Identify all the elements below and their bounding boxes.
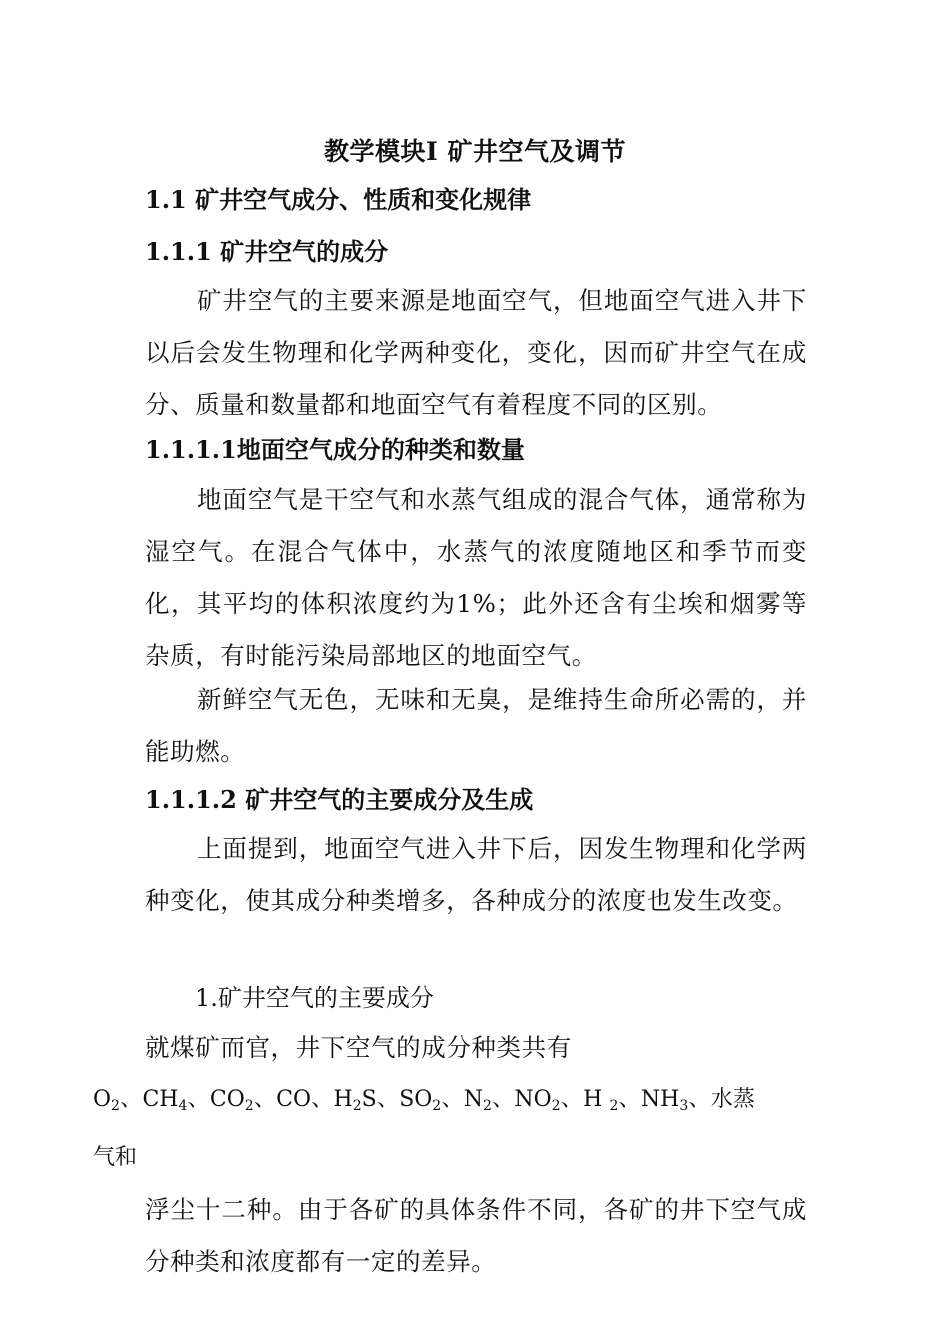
formula-base: NO — [514, 1087, 552, 1112]
formula-subscript: 2 — [609, 1098, 619, 1114]
formula-subscript: 2 — [352, 1098, 362, 1114]
formula-base: SO — [399, 1087, 433, 1112]
spread-char: 就 — [145, 1033, 171, 1062]
spread-char: 有 — [546, 1033, 572, 1062]
spread-char: 的 — [396, 1033, 422, 1062]
spread-char: 矿 — [195, 1033, 221, 1062]
formula-separator: S、 — [361, 1087, 400, 1112]
spread-char: 气 — [370, 1033, 397, 1062]
spread-char: 类 — [496, 1033, 522, 1062]
formula-separator: 、 — [311, 1087, 334, 1112]
formula-separator: 、水蒸气和 — [93, 1087, 755, 1170]
spread-char: 而 — [220, 1033, 246, 1062]
spread-char: 空 — [345, 1033, 371, 1062]
paragraph-mine-air-source: 矿井空气的主要来源是地面空气，但地面空气进入井下以后会发生物理和化学两种变化，变化，因而矿井空气在成分、质量和数量都和地面空气有着程度不同的区别。 — [145, 286, 807, 419]
list-item-main-components: 1.矿井空气的主要成分 — [195, 984, 434, 1012]
paragraph-remainder: 浮尘十二种。由于各矿的具体条件不同，各矿的井下空气成分种类和浓度都有一定的差异。 — [145, 1195, 807, 1276]
spread-char: 下 — [320, 1033, 346, 1062]
chemical-formula — [464, 1087, 515, 1112]
section-heading-1-1-1-2: 1.1.1.2 矿井空气的主要成分及生成 — [145, 785, 534, 814]
paragraph-surface-air: 地面空气是干空气和水蒸气组成的混合气体，通常称为湿空气。在混合气体中，水蒸气的浓度随地区和季节而变化，其平均的体积浓度约为1%；此外还含有尘埃和烟雾等杂质，有时能污染局部地区的地面空气。 — [145, 485, 807, 670]
formula-base: N — [463, 1087, 483, 1112]
formula-base: CH — [142, 1087, 179, 1112]
section-heading-1-1: 1.1 矿井空气成分、性质和变化规律 — [145, 185, 532, 214]
chemical-formula — [210, 1087, 276, 1112]
paragraph-fresh-air: 新鲜空气无色，无味和无臭，是维持生命所必需的，并能助燃。 — [145, 685, 807, 766]
spread-char: 共 — [521, 1033, 547, 1062]
spread-char: 井 — [295, 1033, 321, 1062]
formula-separator: 、 — [187, 1087, 210, 1112]
formula-base: CO — [209, 1087, 245, 1112]
chemical-formula — [93, 1087, 142, 1112]
formula-subscript: 2 — [551, 1098, 561, 1114]
spread-char: 分 — [446, 1033, 472, 1062]
section-heading-1-1-1: 1.1.1 矿井空气的成分 — [145, 237, 389, 266]
formula-base: H — [333, 1087, 353, 1112]
formula-subscript: 2 — [244, 1098, 254, 1114]
formula-separator: 、 — [441, 1087, 464, 1112]
module-title: 教学模块Ⅰ 矿井空气及调节 — [324, 137, 626, 166]
formula-subscript: 2 — [432, 1098, 442, 1114]
spread-text-line — [93, 1022, 755, 1074]
formula-base: H — [583, 1087, 610, 1112]
paragraph-coal-mine-components — [93, 1022, 807, 1288]
spread-char: 成 — [421, 1033, 447, 1062]
chemical-formula — [399, 1087, 464, 1112]
chemical-formula — [583, 1087, 641, 1112]
formula-separator: 、 — [253, 1087, 277, 1112]
formula-subscript: 4 — [178, 1098, 188, 1114]
formula-base: NH — [640, 1087, 680, 1112]
formula-subscript: 3 — [679, 1098, 689, 1114]
formula-separator: 、 — [618, 1087, 641, 1112]
spread-char: 种 — [471, 1033, 497, 1062]
chemical-formula-line — [93, 1074, 755, 1184]
spread-char: ， — [270, 1033, 296, 1062]
chemical-formula — [276, 1087, 333, 1112]
spread-char: 官 — [245, 1033, 271, 1062]
chemical-formula — [514, 1087, 583, 1112]
formula-subscript: 2 — [482, 1098, 492, 1114]
chemical-formula — [142, 1087, 209, 1112]
paragraph-composition-change: 上面提到，地面空气进入井下后，因发生物理和化学两种变化，使其成分种类增多，各种成分的浓度也发生改变。 — [145, 834, 807, 915]
chemical-formula — [334, 1087, 400, 1112]
formula-separator: 、 — [491, 1087, 515, 1112]
formula-base: CO — [276, 1087, 312, 1112]
formula-subscript: 2 — [111, 1098, 120, 1114]
spread-char: 煤 — [170, 1033, 196, 1062]
section-heading-1-1-1-1: 1.1.1.1地面空气成分的种类和数量 — [145, 435, 525, 464]
formula-separator: 、 — [119, 1087, 143, 1112]
formula-separator: 、 — [560, 1087, 584, 1112]
formula-base: O — [93, 1087, 112, 1112]
